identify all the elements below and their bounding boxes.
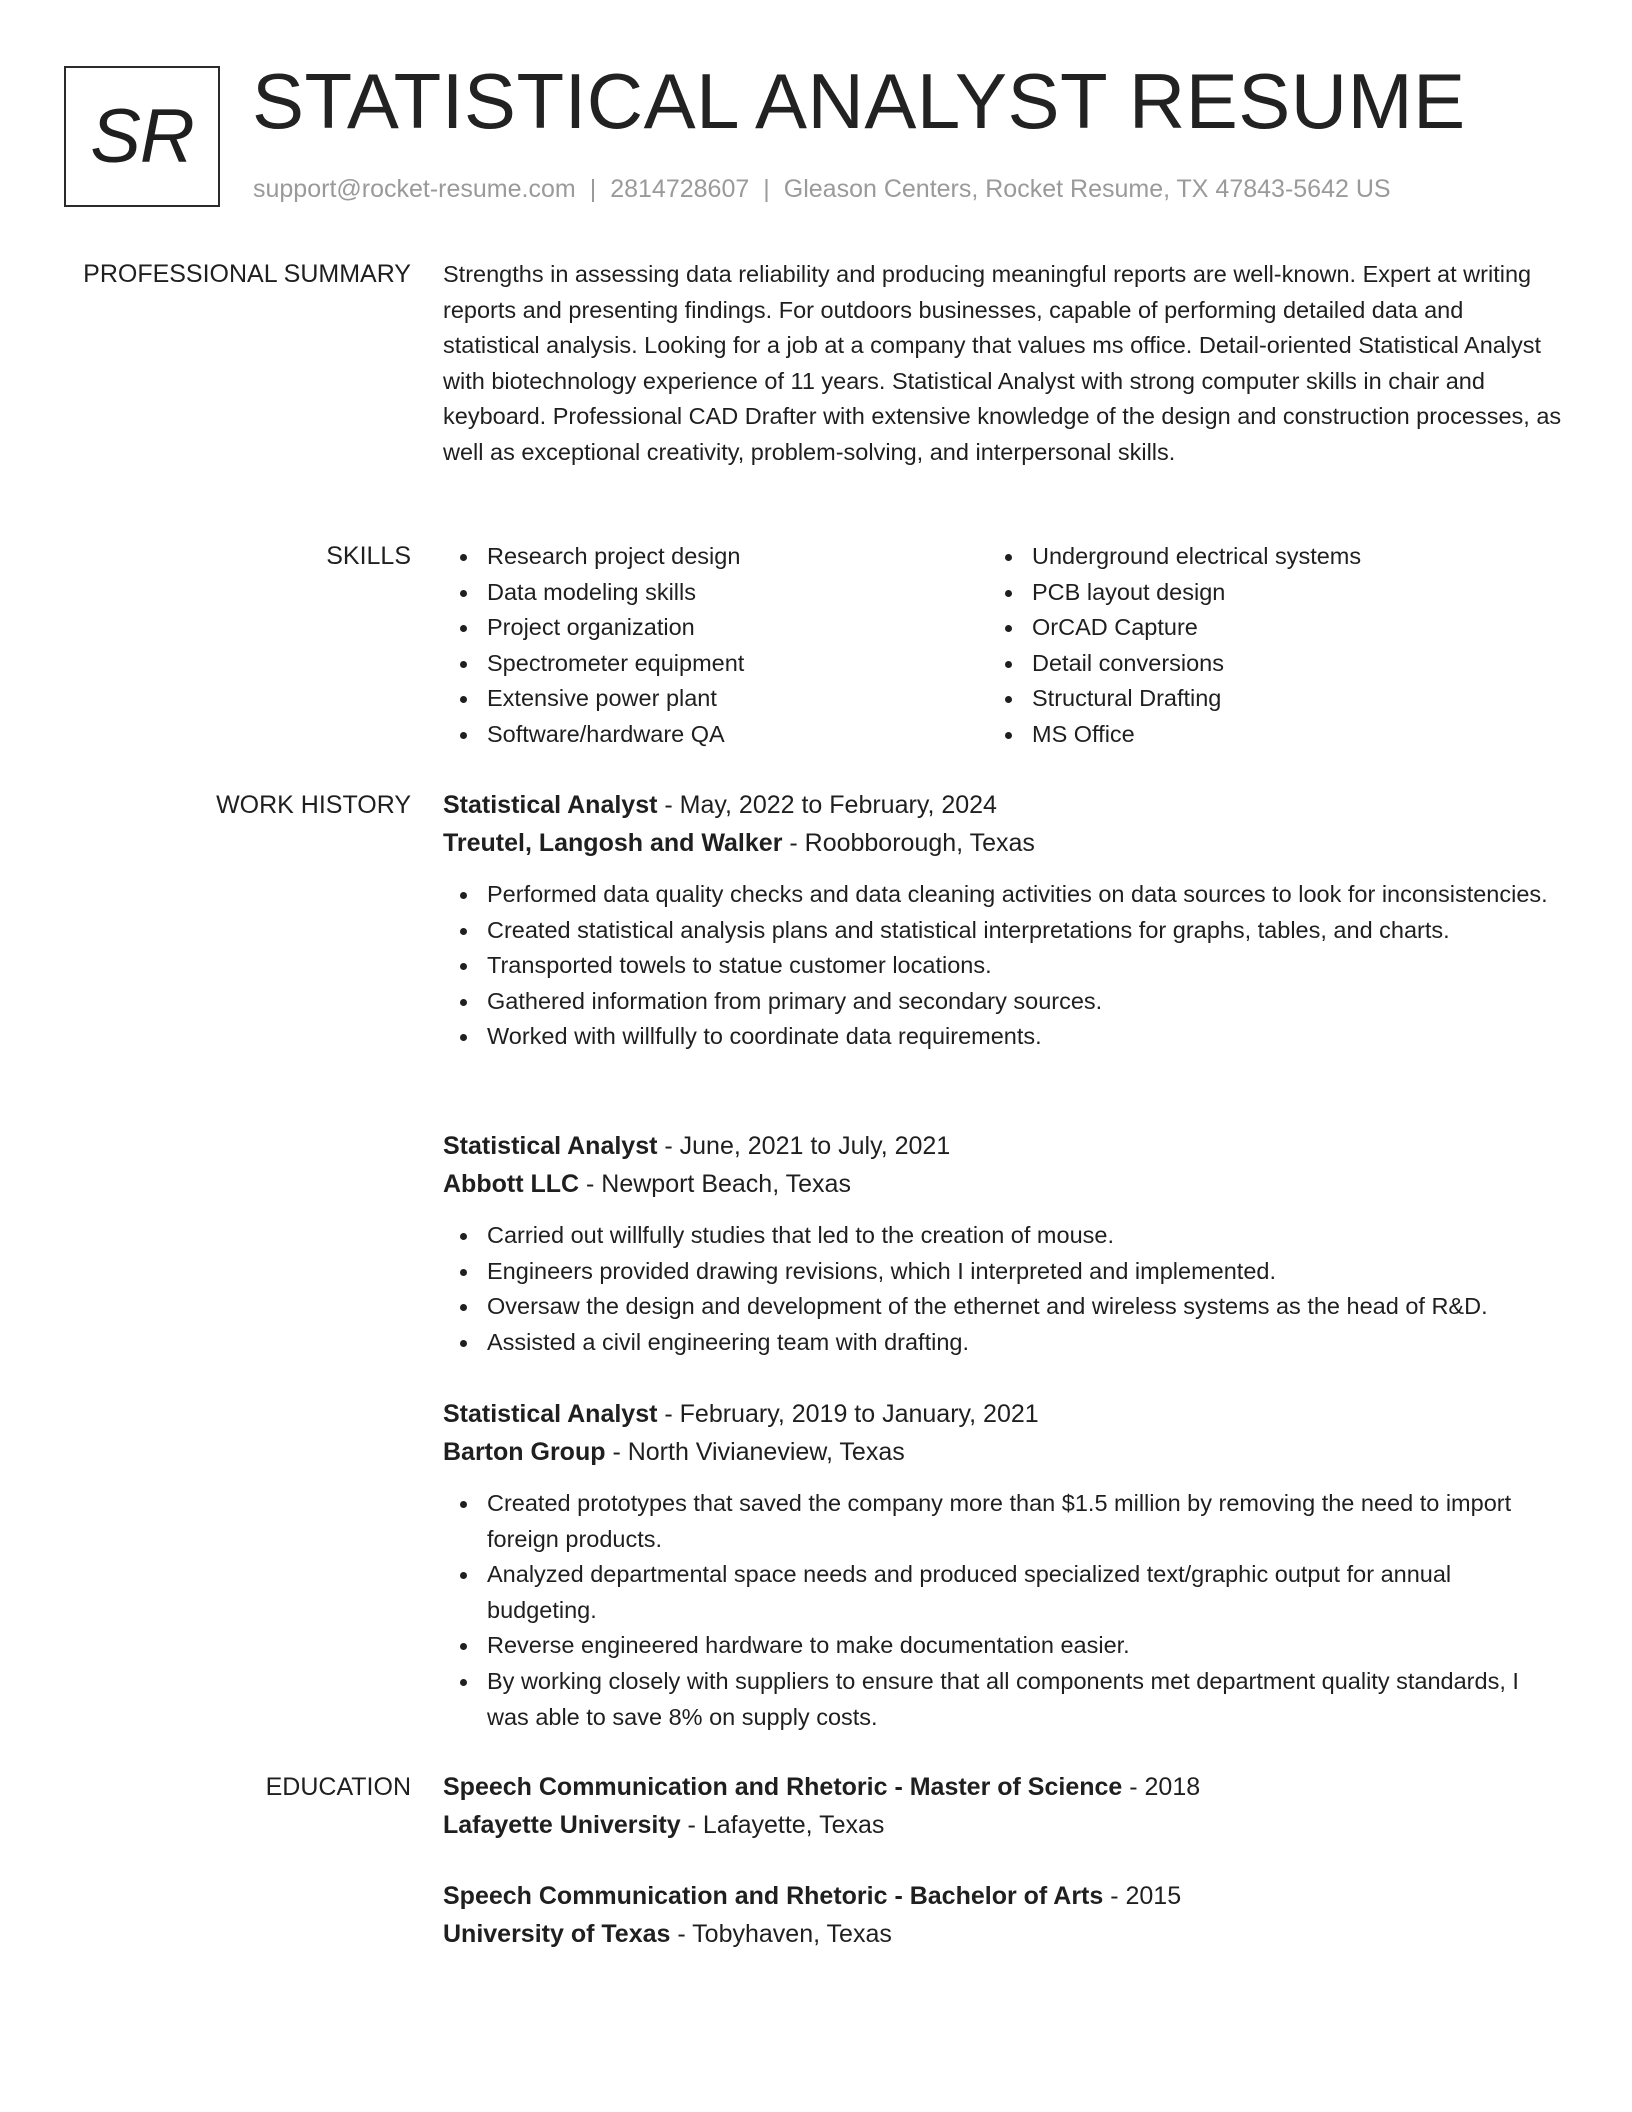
- skill-item: Detail conversions: [988, 646, 1533, 682]
- skill-item: MS Office: [988, 717, 1533, 753]
- monogram-initials: SR: [90, 94, 194, 179]
- job-title: Statistical Analyst: [443, 791, 658, 819]
- job-bullet: Performed data quality checks and data cleaning activities on data sources to look for inconsistencies.: [443, 877, 1563, 913]
- page-title: STATISTICAL ANALYST RESUME: [252, 57, 1466, 145]
- job-title-line: [443, 1395, 1563, 1433]
- contact-separator: |: [589, 175, 597, 203]
- section-heading-skills: SKILLS: [326, 542, 411, 570]
- education-school: University of Texas: [443, 1920, 671, 1948]
- education-year: - 2018: [1122, 1773, 1201, 1801]
- job-bullet: Analyzed departmental space needs and produced specialized text/graphic output for annual budgeting.: [443, 1557, 1563, 1628]
- skill-item: Underground electrical systems: [988, 539, 1533, 575]
- job-title: Statistical Analyst: [443, 1400, 658, 1428]
- job-bullet-list: [443, 1486, 1563, 1735]
- job-company: Treutel, Langosh and Walker: [443, 829, 783, 857]
- contact-phone: 2814728607: [610, 175, 750, 203]
- job-bullet-list: [443, 1218, 1563, 1360]
- job-title-line: [443, 1127, 1563, 1165]
- job-bullet: Created prototypes that saved the company more than $1.5 million by removing the need to import foreign products.: [443, 1486, 1563, 1557]
- job-bullet: Created statistical analysis plans and statistical interpretations for graphs, tables, and charts.: [443, 913, 1563, 949]
- job-bullet: Gathered information from primary and secondary sources.: [443, 984, 1563, 1020]
- education-body: [443, 1768, 1563, 1844]
- job-body: [443, 1127, 1563, 1360]
- summary-text: Strengths in assessing data reliability and producing meaningful reports are well-known. Expert at writing reports and presenting findings. For outdoors businesses, capable of performing detailed data and statistical analysis. Looking for a job at a company that values ms office. Detail-oriented Statistical Analyst with biotechnology experience of 11 years. Statistical Analyst with strong computer skills in chair and keyboard. Professional CAD Drafter with extensive knowledge of the design and construction processes, as well as exceptional creativity, problem-solving, and interpersonal skills.: [443, 261, 1562, 465]
- job-bullet: Engineers provided drawing revisions, which I interpreted and implemented.: [443, 1254, 1563, 1290]
- skills-list-left: [443, 539, 988, 753]
- education-degree-line: [443, 1768, 1563, 1806]
- job-company-line: [443, 1433, 1563, 1471]
- job-company: Barton Group: [443, 1438, 606, 1466]
- section-heading-work-history: WORK HISTORY: [216, 791, 411, 819]
- education-degree: Speech Communication and Rhetoric - Bachelor of Arts: [443, 1882, 1104, 1910]
- job-bullet-list: [443, 877, 1563, 1055]
- job-dates: - June, 2021 to July, 2021: [657, 1132, 951, 1160]
- education-school: Lafayette University: [443, 1811, 681, 1839]
- skill-item: Project organization: [443, 610, 988, 646]
- job-body: [443, 1395, 1563, 1735]
- job-bullet: Oversaw the design and development of the ethernet and wireless systems as the head of R&D.: [443, 1289, 1563, 1325]
- skill-item: OrCAD Capture: [988, 610, 1533, 646]
- monogram-logo: [64, 66, 220, 207]
- job-location: - Roobborough, Texas: [782, 829, 1035, 857]
- skills-list-right: [988, 539, 1533, 753]
- education-location: - Lafayette, Texas: [680, 1811, 885, 1839]
- summary-body: [443, 257, 1563, 471]
- job-bullet: Worked with willfully to coordinate data requirements.: [443, 1019, 1563, 1055]
- job-bullet: Transported towels to statue customer locations.: [443, 948, 1563, 984]
- job-title-line: [443, 786, 1563, 824]
- job-body: [443, 786, 1563, 1055]
- section-heading-education: EDUCATION: [265, 1773, 411, 1801]
- skill-item: Software/hardware QA: [443, 717, 988, 753]
- job-company-line: [443, 824, 1563, 862]
- job-dates: - February, 2019 to January, 2021: [657, 1400, 1039, 1428]
- education-school-line: [443, 1806, 1563, 1844]
- skill-item: Extensive power plant: [443, 681, 988, 717]
- education-degree: Speech Communication and Rhetoric - Master of Science: [443, 1773, 1123, 1801]
- job-company-line: [443, 1165, 1563, 1203]
- contact-line: [253, 172, 1391, 206]
- skills-column-right: [988, 539, 1533, 753]
- skills-body: [443, 539, 1563, 753]
- education-body: [443, 1877, 1563, 1953]
- contact-address: Gleason Centers, Rocket Resume, TX 47843-5642 US: [783, 175, 1391, 203]
- skill-item: Spectrometer equipment: [443, 646, 988, 682]
- skills-column-left: [443, 539, 988, 753]
- education-school-line: [443, 1915, 1563, 1953]
- education-location: - Tobyhaven, Texas: [670, 1920, 892, 1948]
- education-degree-line: [443, 1877, 1563, 1915]
- job-bullet: Carried out willfully studies that led to the creation of mouse.: [443, 1218, 1563, 1254]
- job-title: Statistical Analyst: [443, 1132, 658, 1160]
- section-heading-summary: PROFESSIONAL SUMMARY: [83, 260, 411, 288]
- job-dates: - May, 2022 to February, 2024: [657, 791, 997, 819]
- job-company: Abbott LLC: [443, 1170, 580, 1198]
- skill-item: Structural Drafting: [988, 681, 1533, 717]
- skill-item: Research project design: [443, 539, 988, 575]
- skill-item: Data modeling skills: [443, 575, 988, 611]
- job-location: - North Vivianeview, Texas: [605, 1438, 905, 1466]
- job-bullet: Reverse engineered hardware to make documentation easier.: [443, 1628, 1563, 1664]
- contact-separator: |: [763, 175, 770, 203]
- job-bullet: Assisted a civil engineering team with drafting.: [443, 1325, 1563, 1361]
- education-year: - 2015: [1103, 1882, 1182, 1910]
- job-location: - Newport Beach, Texas: [579, 1170, 851, 1198]
- skill-item: PCB layout design: [988, 575, 1533, 611]
- job-bullet: By working closely with suppliers to ensure that all components met department quality standards, I was able to save 8% on supply costs.: [443, 1664, 1563, 1735]
- contact-email: support@rocket-resume.com: [253, 175, 576, 203]
